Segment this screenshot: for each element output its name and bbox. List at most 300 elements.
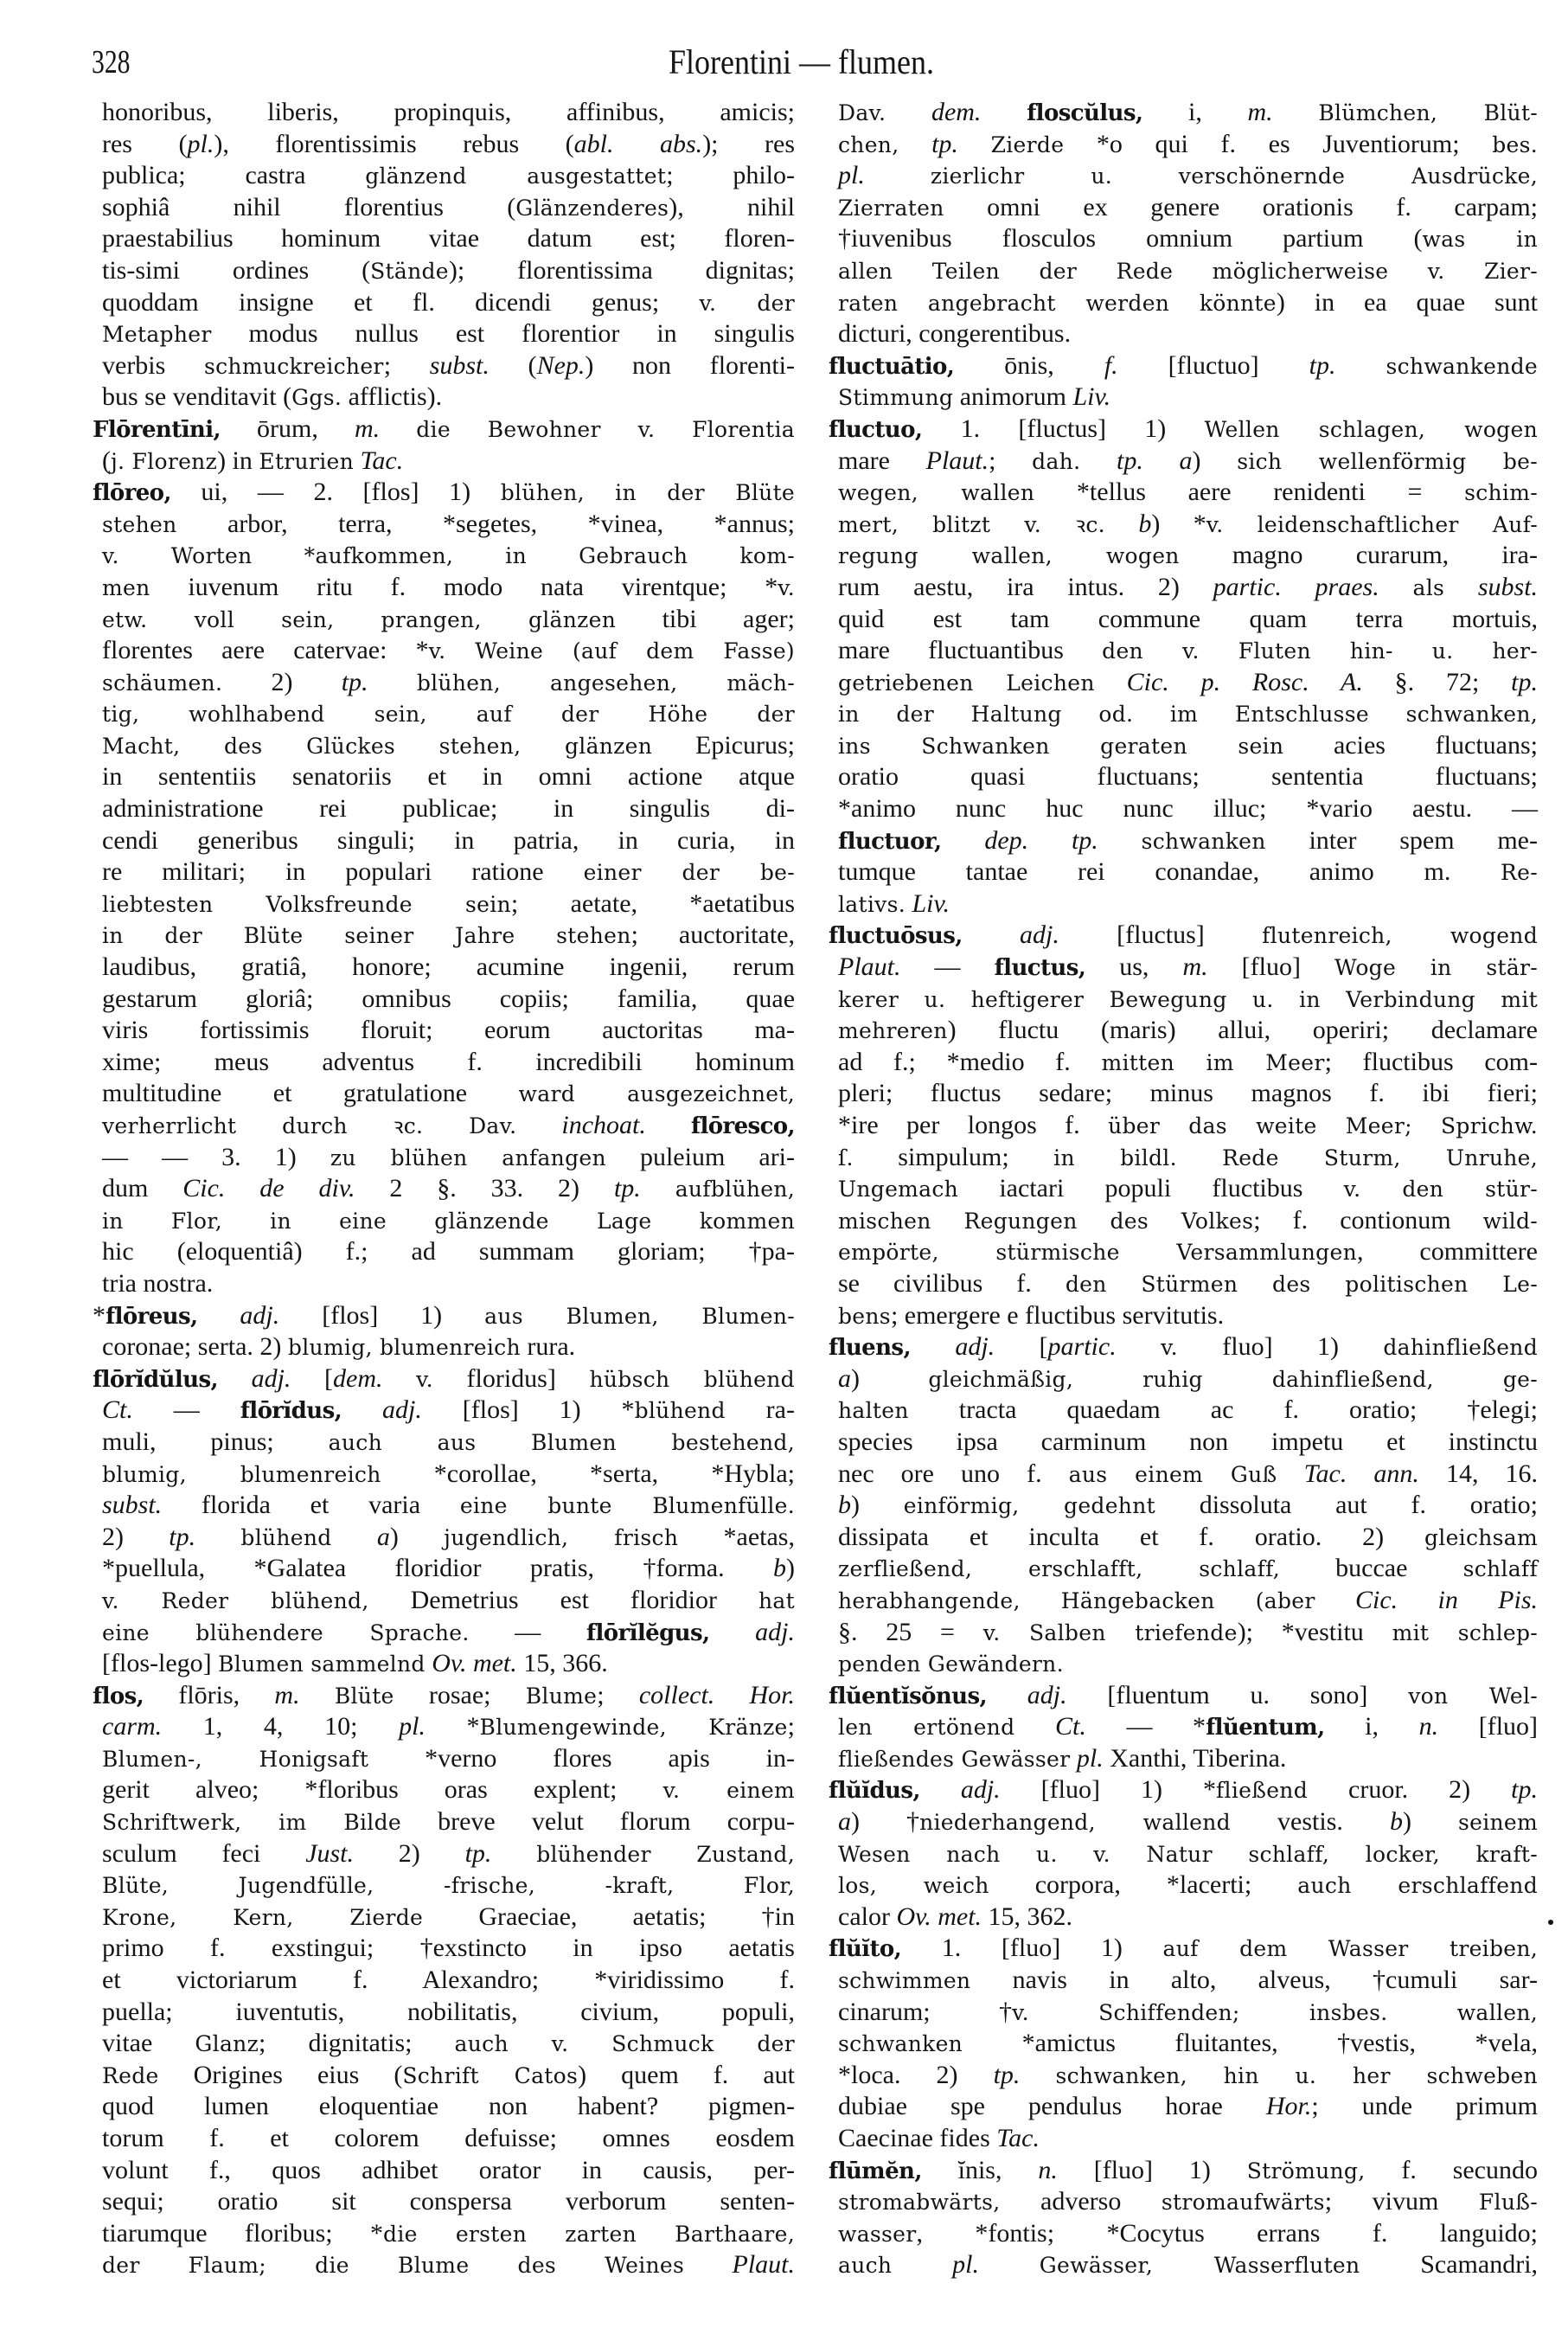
line-content: Ct. — flōrĭdus, adj. [flos] 1) *blühend ra-	[102, 1395, 795, 1425]
line-content	[838, 1648, 1064, 1681]
german-gloss: Zierde	[990, 131, 1065, 157]
abbreviation: adj.	[755, 1617, 795, 1646]
text-line	[93, 888, 795, 920]
line-content: stehen arbor, terra, *segetes, *vinea, *annus;	[102, 509, 795, 538]
german-gloss: Wesen nach u. v. Natur schlaff, locker, kraft-	[838, 1841, 1538, 1867]
text-line	[829, 1173, 1538, 1205]
line-content: Ungemach iactari populi fluctibus v. den stür-	[838, 1174, 1539, 1203]
german-gloss: einförmig, gedehnt	[903, 1493, 1155, 1519]
german-gloss: auch v. Schmuck der	[454, 2031, 795, 2057]
abbreviation: tp.	[169, 1522, 196, 1551]
german-gloss: Blume	[525, 1683, 598, 1709]
german-gloss: Krone, Kern, Zierde	[102, 1904, 424, 1930]
line-content: fließendes Gewässer pl. Xanthi, Tiberina.	[838, 1743, 1287, 1773]
text-line	[93, 1047, 795, 1079]
line-content: fluens, adj. [partic. v. fluo] 1) dahinfließend	[829, 1332, 1539, 1362]
text-line	[829, 192, 1538, 224]
text-line	[829, 1459, 1538, 1491]
text-line	[93, 446, 795, 478]
line-content: v. Reder blühend, Demetrius est floridior hat	[102, 1585, 795, 1614]
line-content: dum Cic. de div. 2 §. 33. 2) tp. aufblühen,	[102, 1174, 796, 1203]
text-line	[829, 730, 1538, 762]
text-line	[829, 2249, 1538, 2281]
text-line	[93, 667, 795, 699]
german-gloss: die ersten zarten Barthaare,	[383, 2221, 795, 2247]
german-gloss: Schrift Catos	[402, 2062, 579, 2088]
abbreviation: partic.	[1047, 1332, 1117, 1362]
abbreviation: Nep.	[536, 350, 586, 380]
line-content	[102, 1205, 795, 1238]
line-content: b) einförmig, gedehnt dissoluta aut f. oratio;	[838, 1491, 1539, 1520]
entry-headline	[93, 1300, 795, 1332]
abbreviation: pl.	[399, 1712, 426, 1741]
german-gloss: der Flaum; die Blume des Weines	[102, 2253, 685, 2279]
text-line	[829, 382, 1538, 414]
german-gloss: Etrurien	[259, 448, 354, 474]
german-gloss: wild-	[1482, 1208, 1538, 1234]
line-content: *loca. 2) tp. schwanken, hin u. her schweben	[838, 2060, 1538, 2089]
text-line	[829, 129, 1538, 161]
text-line	[829, 1869, 1538, 1902]
entry-headline	[829, 1774, 1538, 1806]
line-content: fluctuor, dep. tp. schwanken inter spem me-	[838, 825, 1538, 855]
german-gloss: Blümchen, Blüt-	[1318, 100, 1539, 125]
line-content: halten tracta quaedam ac f. oratio; †elegi;	[838, 1395, 1539, 1425]
text-line	[829, 446, 1538, 478]
german-gloss: schmuckreicher	[204, 353, 384, 379]
text-line	[829, 825, 1538, 857]
text-line	[93, 287, 795, 319]
german-gloss: Schriftwerk, im Bilde	[102, 1810, 401, 1836]
german-gloss: Fluß-	[1478, 2190, 1538, 2216]
text-line	[93, 1395, 795, 1427]
entry-headline	[93, 414, 795, 446]
line-content: (j. Florenz) in Etrurien Tac.	[102, 446, 404, 475]
line-content: Dav. dem. floscŭlus, i, m. Blümchen, Blüt-	[838, 98, 1539, 126]
german-gloss: blumig, blumenreich	[287, 1335, 521, 1361]
text-line	[829, 1585, 1538, 1617]
text-line	[93, 350, 795, 382]
german-gloss: schwimmen	[838, 1968, 971, 1994]
german-gloss: Woge in stär-	[1334, 955, 1539, 981]
line-content: multitudine et gratulatione ward ausgezeichnet,	[102, 1079, 795, 1108]
text-line	[93, 1142, 795, 1174]
german-gloss: Blumen-, Honigsaft	[102, 1746, 369, 1772]
text-line	[829, 97, 1538, 129]
german-gloss: halten	[838, 1398, 909, 1424]
line-content: stromabwärts, adverso stromaufwärts; vivum Fluß-	[838, 2187, 1538, 2216]
abbreviation: b	[838, 1491, 851, 1520]
line-content	[838, 160, 1538, 193]
line-content	[102, 1869, 795, 1902]
line-content: eine blühendere Sprache. — flōrĭlĕgus, adj.	[102, 1617, 795, 1646]
german-gloss: die Bewohner v. Florentia	[416, 416, 795, 442]
german-gloss: Blüte	[334, 1683, 394, 1709]
text-line	[829, 160, 1538, 192]
german-gloss: als	[1412, 574, 1445, 600]
text-line	[93, 2123, 795, 2155]
german-gloss: chen,	[838, 131, 899, 157]
text-line	[829, 1427, 1538, 1459]
text-line	[829, 287, 1538, 319]
line-content: schwimmen navis in alto, alveus, †cumuli sar-	[838, 1966, 1539, 1995]
abbreviation: a	[376, 1522, 390, 1551]
text-line	[93, 160, 795, 192]
german-gloss: den Stürmen des politischen Le-	[1065, 1271, 1539, 1297]
line-content: coronae; serta. 2) blumig, blumenreich rura.	[102, 1332, 576, 1362]
german-gloss: blühend	[240, 1524, 332, 1550]
headword: fluctuo,	[829, 416, 923, 443]
abbreviation: adj.	[955, 1332, 995, 1362]
line-content: vitae Glanz; dignitatis; auch v. Schmuck der	[102, 2029, 795, 2058]
abbreviation: tp.	[1511, 1775, 1538, 1805]
german-gloss: regung wallen, wogen	[838, 543, 1180, 569]
text-line	[829, 223, 1538, 255]
line-content: honoribus, liberis, propinquis, affinibus, amicis;	[102, 98, 795, 126]
text-line	[93, 825, 795, 857]
text-line	[93, 1806, 795, 1838]
line-content: dubiae spe pendulus horae Hor.; unde primum	[838, 2092, 1539, 2121]
headword: flŭĭdus,	[829, 1778, 920, 1805]
german-gloss: aus Blumen, Blumen-	[484, 1303, 795, 1329]
line-content: empörte, stürmische Versammlungen, committere	[838, 1237, 1538, 1267]
abbreviation: pl.	[1076, 1743, 1104, 1773]
text-line	[93, 2155, 795, 2187]
headword: fluctuor,	[838, 828, 942, 855]
abbreviation: partic. praes.	[1213, 572, 1379, 601]
text-line	[829, 952, 1538, 984]
german-gloss: mit schlep-	[1392, 1619, 1539, 1645]
text-line	[93, 318, 795, 350]
text-line	[93, 1173, 795, 1205]
abbreviation: Ct.	[1055, 1712, 1086, 1741]
german-gloss: Ggs.	[291, 385, 342, 411]
abbreviation: dem.	[931, 98, 982, 126]
abbreviation: b	[1389, 1807, 1403, 1837]
german-gloss: fließend	[1215, 1778, 1309, 1804]
text-line	[829, 1838, 1538, 1870]
line-content: fluctuo, 1. [fluctus] 1) Wellen schlagen, wogen	[829, 414, 1538, 443]
line-content: raten angebracht werden könnte) in ea quae sunt	[838, 287, 1539, 317]
line-content: quod lumen eloquentiae non habent? pigmen-	[102, 2092, 796, 2121]
line-content: auch pl. Gewässer, Wasserfluten Scamandri,	[838, 2250, 1539, 2280]
abbreviation: collect. Hor.	[638, 1680, 796, 1709]
text-line	[829, 1743, 1538, 1775]
line-content	[102, 2249, 795, 2282]
text-line	[829, 1205, 1538, 1237]
text-line	[93, 2091, 795, 2123]
line-content	[838, 255, 1538, 288]
line-content: Plaut. — fluctus, us, m. [fluo] Woge in stär-	[838, 952, 1539, 982]
abbreviation: adj.	[381, 1395, 422, 1425]
german-gloss: j. Florenz	[111, 448, 218, 474]
abbreviation: subst.	[429, 350, 490, 380]
german-gloss: blühen, angesehen, mäch-	[416, 670, 796, 696]
text-line	[829, 509, 1538, 541]
text-line	[93, 1585, 795, 1617]
line-content: mare Plaut.; dah. tp. a) sich wellenförmig be-	[838, 446, 1538, 475]
abbreviation: Liv.	[1072, 382, 1111, 412]
text-line	[829, 1553, 1538, 1585]
line-content: a) gleichmäßig, ruhig dahinfließend, ge-	[838, 1363, 1538, 1393]
headword: Flōrentīni,	[93, 416, 221, 443]
german-gloss: allen Teilen der Rede möglicherweise v. Zier-	[838, 258, 1539, 284]
german-gloss: stromabwärts,	[838, 2190, 1001, 2216]
headword: floscŭlus,	[1027, 100, 1143, 126]
german-gloss: v.	[778, 574, 795, 600]
abbreviation: m.	[1182, 952, 1208, 982]
abbreviation: tp.	[613, 1174, 641, 1203]
german-gloss: los, weich	[838, 1873, 989, 1899]
text-line	[829, 1806, 1538, 1838]
german-gloss: ins Schwanken geraten sein	[838, 733, 1284, 759]
german-gloss: empörte, stürmische Versammlungen	[838, 1240, 1357, 1266]
text-line	[829, 856, 1538, 888]
line-content: men iuvenum ritu f. modo nata virentque; *v.	[102, 572, 795, 601]
text-line	[829, 635, 1538, 667]
headword: flos,	[93, 1683, 144, 1709]
line-content: schwanken *amictus fluitantes, †vestis, *vela,	[838, 2029, 1539, 2058]
abbreviation: b	[773, 1554, 786, 1583]
headword: fluens,	[829, 1335, 911, 1362]
text-line	[93, 2186, 795, 2218]
german-gloss: len ertönend	[838, 1715, 1015, 1741]
german-gloss: sich wellenförmig be-	[1237, 448, 1538, 474]
line-content: sophiâ nihil florentius (Glänzenderes), nihil	[102, 192, 796, 221]
line-content: flōreo, ui, — 2. [flos] 1) blühen, in der Blüte	[93, 478, 796, 507]
abbreviation: Ct.	[102, 1395, 133, 1425]
line-content: tria nostra.	[102, 1268, 214, 1298]
abbreviation: pl.	[838, 161, 865, 190]
line-content: ad f.; *medio f. mitten im Meer; fluctibus com-	[838, 1047, 1538, 1076]
line-content: chen, tp. Zierde *o qui f. es Juventiorum; bes.	[838, 129, 1538, 158]
text-line	[829, 604, 1538, 636]
german-gloss: v. Schiffenden; insbes. wallen,	[1012, 1999, 1538, 2025]
abbreviation: tp.	[464, 1838, 492, 1868]
headword: fluctuōsus,	[829, 923, 963, 950]
line-content: mare fluctuantibus den v. Fluten hin- u. her-	[838, 636, 1538, 665]
text-line	[93, 1205, 795, 1237]
text-line	[829, 793, 1538, 825]
text-line	[829, 1648, 1538, 1680]
german-gloss: ſ.	[838, 1145, 854, 1170]
line-content: etw. voll sein, prangen, glänzen tibi ager;	[102, 604, 795, 633]
german-gloss: Stände	[370, 258, 449, 284]
abbreviation: a	[838, 1363, 851, 1393]
line-content: Metapher modus nullus est florentior in singulis	[102, 319, 795, 349]
german-gloss: v. Salben triefende	[982, 1619, 1238, 1645]
text-line	[93, 572, 795, 604]
line-content: flos, flōris, m. Blüte rosae; Blume; collect. Hor.	[93, 1680, 796, 1709]
line-content: blumig, blumenreich *corollae, *serta, *Hybla;	[102, 1459, 795, 1488]
line-content: Blumen-, Honigsaft *verno flores apis in-	[102, 1743, 795, 1773]
german-gloss: blühender Zustand,	[536, 1841, 795, 1867]
line-content: Flōrentīni, ōrum, m. die Bewohner v. Florentia	[93, 414, 795, 443]
german-gloss: glänzend ausgestattet	[365, 164, 667, 189]
german-gloss: jugendlich, frisch	[444, 1524, 679, 1550]
line-content	[102, 540, 795, 573]
text-line	[829, 572, 1538, 604]
line-content: liebtesten Volksfreunde sein; aetate, *aetatibus	[102, 888, 795, 918]
line-content: a) †niederhangend, wallend vestis. b) seinem	[838, 1807, 1539, 1837]
line-content: cinarum; †v. Schiffenden; insbes. wallen,	[838, 1997, 1538, 2026]
text-line	[93, 1743, 795, 1775]
german-gloss: Gewässer, Wasserfluten	[1039, 2253, 1360, 2279]
german-gloss: in der Haltung od. im Entschlusse schwanken,	[838, 702, 1538, 728]
headword: flōresco,	[690, 1113, 795, 1139]
text-line	[93, 192, 795, 224]
entry-headline	[829, 920, 1538, 952]
german-gloss: penden Gewändern.	[838, 1651, 1064, 1677]
line-content: volunt f., quos adhibet orator in causis, per-	[102, 2155, 796, 2184]
line-content: 2) tp. blühend a) jugendlich, frisch *aetas,	[102, 1522, 795, 1551]
line-content: getriebenen Leichen Cic. p. Rosc. A. §. 72; tp.	[838, 667, 1539, 696]
abbreviation: adj.	[251, 1363, 291, 1393]
entry-headline	[829, 414, 1538, 446]
abbreviation: a	[838, 1807, 851, 1837]
german-gloss: liebtesten Volksfreunde sein	[102, 891, 511, 917]
german-gloss: mitten im Meer	[1101, 1049, 1325, 1075]
line-content: hic (eloquentiâ) f.; ad summam gloriam; †pa-	[102, 1237, 795, 1267]
abbreviation: pl.	[952, 2250, 979, 2280]
text-line	[829, 1522, 1538, 1554]
line-content: Zierraten omni ex genere orationis f. carpam;	[838, 192, 1538, 221]
german-gloss: eine bunte Blumenfülle.	[459, 1493, 796, 1519]
abbreviation: pl.	[187, 129, 214, 158]
abbreviation: inchoat.	[561, 1111, 646, 1139]
german-gloss: auch aus Blumen bestehend,	[328, 1429, 795, 1455]
line-content: len ertönend Ct. — *flŭentum, i, n. [fluo]	[838, 1712, 1539, 1741]
german-gloss: verherrlicht durch ꝛc. Dav.	[102, 1113, 517, 1138]
german-gloss: in Flor, in eine glänzende Lage kommen	[102, 1208, 796, 1234]
line-content: sequi; oratio sit conspersa verborum senten-	[102, 2187, 795, 2216]
line-content: subst. florida et varia eine bunte Blumenfülle.	[102, 1491, 796, 1520]
line-content: gestarum gloriâ; omnibus copiis; familia, quae	[102, 984, 796, 1013]
abbreviation: adj.	[1020, 920, 1059, 950]
text-line	[829, 1997, 1538, 2029]
german-gloss: aufblühen,	[675, 1177, 796, 1202]
german-gloss: von Wel-	[1408, 1683, 1539, 1709]
german-gloss: über das weite Meer; Sprichw.	[1108, 1113, 1538, 1138]
text-line	[93, 1774, 795, 1806]
headword: flōrĭlĕgus,	[586, 1619, 710, 1646]
line-content: in sententiis senatoriis et in omni actione atque	[102, 762, 795, 792]
abbreviation: n.	[1418, 1712, 1439, 1741]
line-content: et victoriarum f. Alexandro; *viridissimo f.	[102, 1966, 795, 1995]
abbreviation: tp.	[1071, 825, 1098, 855]
german-gloss: Glanz	[195, 2031, 259, 2057]
abbreviation: b	[1138, 509, 1152, 538]
line-content: [flos-lego] Blumen sammelnd Ov. met. 15, 366.	[102, 1649, 608, 1678]
abbreviation: tp.	[993, 2060, 1021, 2089]
line-content: dicturi, congerentibus.	[838, 319, 1072, 349]
line-content: flŭĭto, 1. [fluo] 1) auf dem Wasser treiben,	[829, 1934, 1539, 1963]
german-gloss: Rede	[102, 2062, 159, 2088]
german-gloss: Wellen schlagen, wogen	[1204, 416, 1538, 442]
line-content: species ipsa carminum non impetu et instinctu	[838, 1427, 1538, 1456]
text-line	[829, 2186, 1538, 2218]
text-line	[93, 1522, 795, 1554]
abbreviation: tp.	[341, 667, 368, 696]
text-line	[829, 2091, 1538, 2123]
line-content: gerit alveo; *floribus oras explent; v. einem	[102, 1775, 795, 1805]
line-content: res (pl.), florentissimis rebus (abl. abs.); res	[102, 129, 796, 158]
line-content: *animo nunc huc nunc illuc; *vario aestu. —	[838, 794, 1539, 824]
line-content: fluctuōsus, adj. [fluctus] flutenreich, wogend	[829, 920, 1539, 950]
german-gloss: den v. Fluten hin- u. her-	[1102, 638, 1538, 664]
line-content: zerfließend, erschlafft, schlaff, buccae schlaff	[838, 1554, 1539, 1583]
german-gloss: getriebenen Leichen	[838, 670, 1095, 696]
text-line	[93, 1869, 795, 1902]
abbreviation: a	[1179, 446, 1193, 475]
german-gloss: kerer u. heftigerer Bewegung u. in Verbindung mit	[838, 986, 1539, 1012]
line-content: carm. 1, 4, 10; pl. *Blumengewinde, Kränze;	[102, 1712, 795, 1741]
line-content: flŭentĭsŏnus, adj. [fluentum u. sono] von Wel-	[829, 1680, 1539, 1709]
german-gloss: Blumen sammelnd	[218, 1651, 426, 1677]
line-content: oratio quasi fluctuans; sententia fluctuans;	[838, 762, 1539, 792]
text-line	[829, 1047, 1538, 1079]
text-line	[93, 97, 795, 129]
line-content: tis-simi ordines (Stände); florentissima dignitas;	[102, 255, 795, 285]
line-content: †iuvenibus flosculos omnium partium (was in	[838, 224, 1538, 253]
text-line	[93, 730, 795, 762]
text-line	[93, 1617, 795, 1649]
abbreviation: adj.	[240, 1300, 280, 1330]
line-content: wasser, *fontis; *Cocytus errans f. languido;	[838, 2218, 1539, 2248]
abbreviation: Plaut.	[732, 2250, 795, 2280]
text-line	[93, 382, 795, 414]
abbreviation: Cic. p. Rosc. A.	[1126, 667, 1363, 696]
line-content: se civilibus f. den Stürmen des politischen Le-	[838, 1268, 1539, 1298]
text-line	[93, 635, 795, 667]
line-content: mischen Regungen des Volkes; f. contionum wild-	[838, 1205, 1538, 1235]
german-gloss: Zierraten	[838, 195, 944, 221]
abbreviation: Liv.	[912, 888, 950, 918]
line-content: *flōreus, adj. [flos] 1) aus Blumen, Blumen-	[93, 1300, 795, 1330]
german-gloss: stromaufwärts	[1161, 2190, 1325, 2216]
line-content: *ire per longos f. über das weite Meer; Sprichw.	[838, 1111, 1538, 1139]
line-content: los, weich corpora, *lacerti; auch erschlaffend	[838, 1870, 1539, 1900]
line-content: *puellula, *Galatea floridior pratis, †forma. b)	[102, 1554, 795, 1583]
line-content: Rede Origines eius (Schrift Catos) quem f. aut	[102, 2060, 795, 2089]
entry-headline	[93, 477, 795, 509]
german-gloss: etw. voll sein, prangen, glänzen	[102, 606, 617, 632]
german-gloss: men	[102, 574, 150, 600]
line-content: bens; emergere e fluctibus servitutis.	[838, 1300, 1225, 1330]
line-content: tumque tantae rei conandae, animo m. Re-	[838, 857, 1538, 887]
entry-headline	[93, 1680, 795, 1712]
german-gloss: Macht, des Glückes stehen, glänzen	[102, 733, 653, 759]
text-line	[829, 1015, 1538, 1047]
abbreviation: Just.	[305, 1838, 355, 1868]
german-gloss: blühend	[634, 1398, 726, 1424]
abbreviation: Hor.	[1265, 2092, 1312, 2121]
line-content: ſ. simpulum; in bildl. Rede Sturm, Unruhe,	[838, 1142, 1538, 1171]
text-line	[829, 255, 1538, 287]
abbreviation: tp.	[1511, 667, 1539, 696]
line-content: flūmĕn, ĭnis, n. [fluo] 1) Strömung, f. secundo	[829, 2155, 1539, 2184]
text-line	[829, 761, 1538, 793]
headword: flŭentum,	[1206, 1715, 1325, 1741]
line-content: verbis schmuckreicher; subst. (Nep.) non florenti-	[102, 350, 796, 380]
text-line	[829, 1965, 1538, 1997]
line-content: regung wallen, wogen magno curarum, ira-	[838, 541, 1538, 570]
entry-headline	[93, 1363, 795, 1395]
german-gloss: blühen, in der Blüte	[500, 480, 796, 506]
page-number: 328	[92, 44, 131, 80]
text-line	[93, 1427, 795, 1459]
abbreviation: carm.	[102, 1712, 163, 1741]
